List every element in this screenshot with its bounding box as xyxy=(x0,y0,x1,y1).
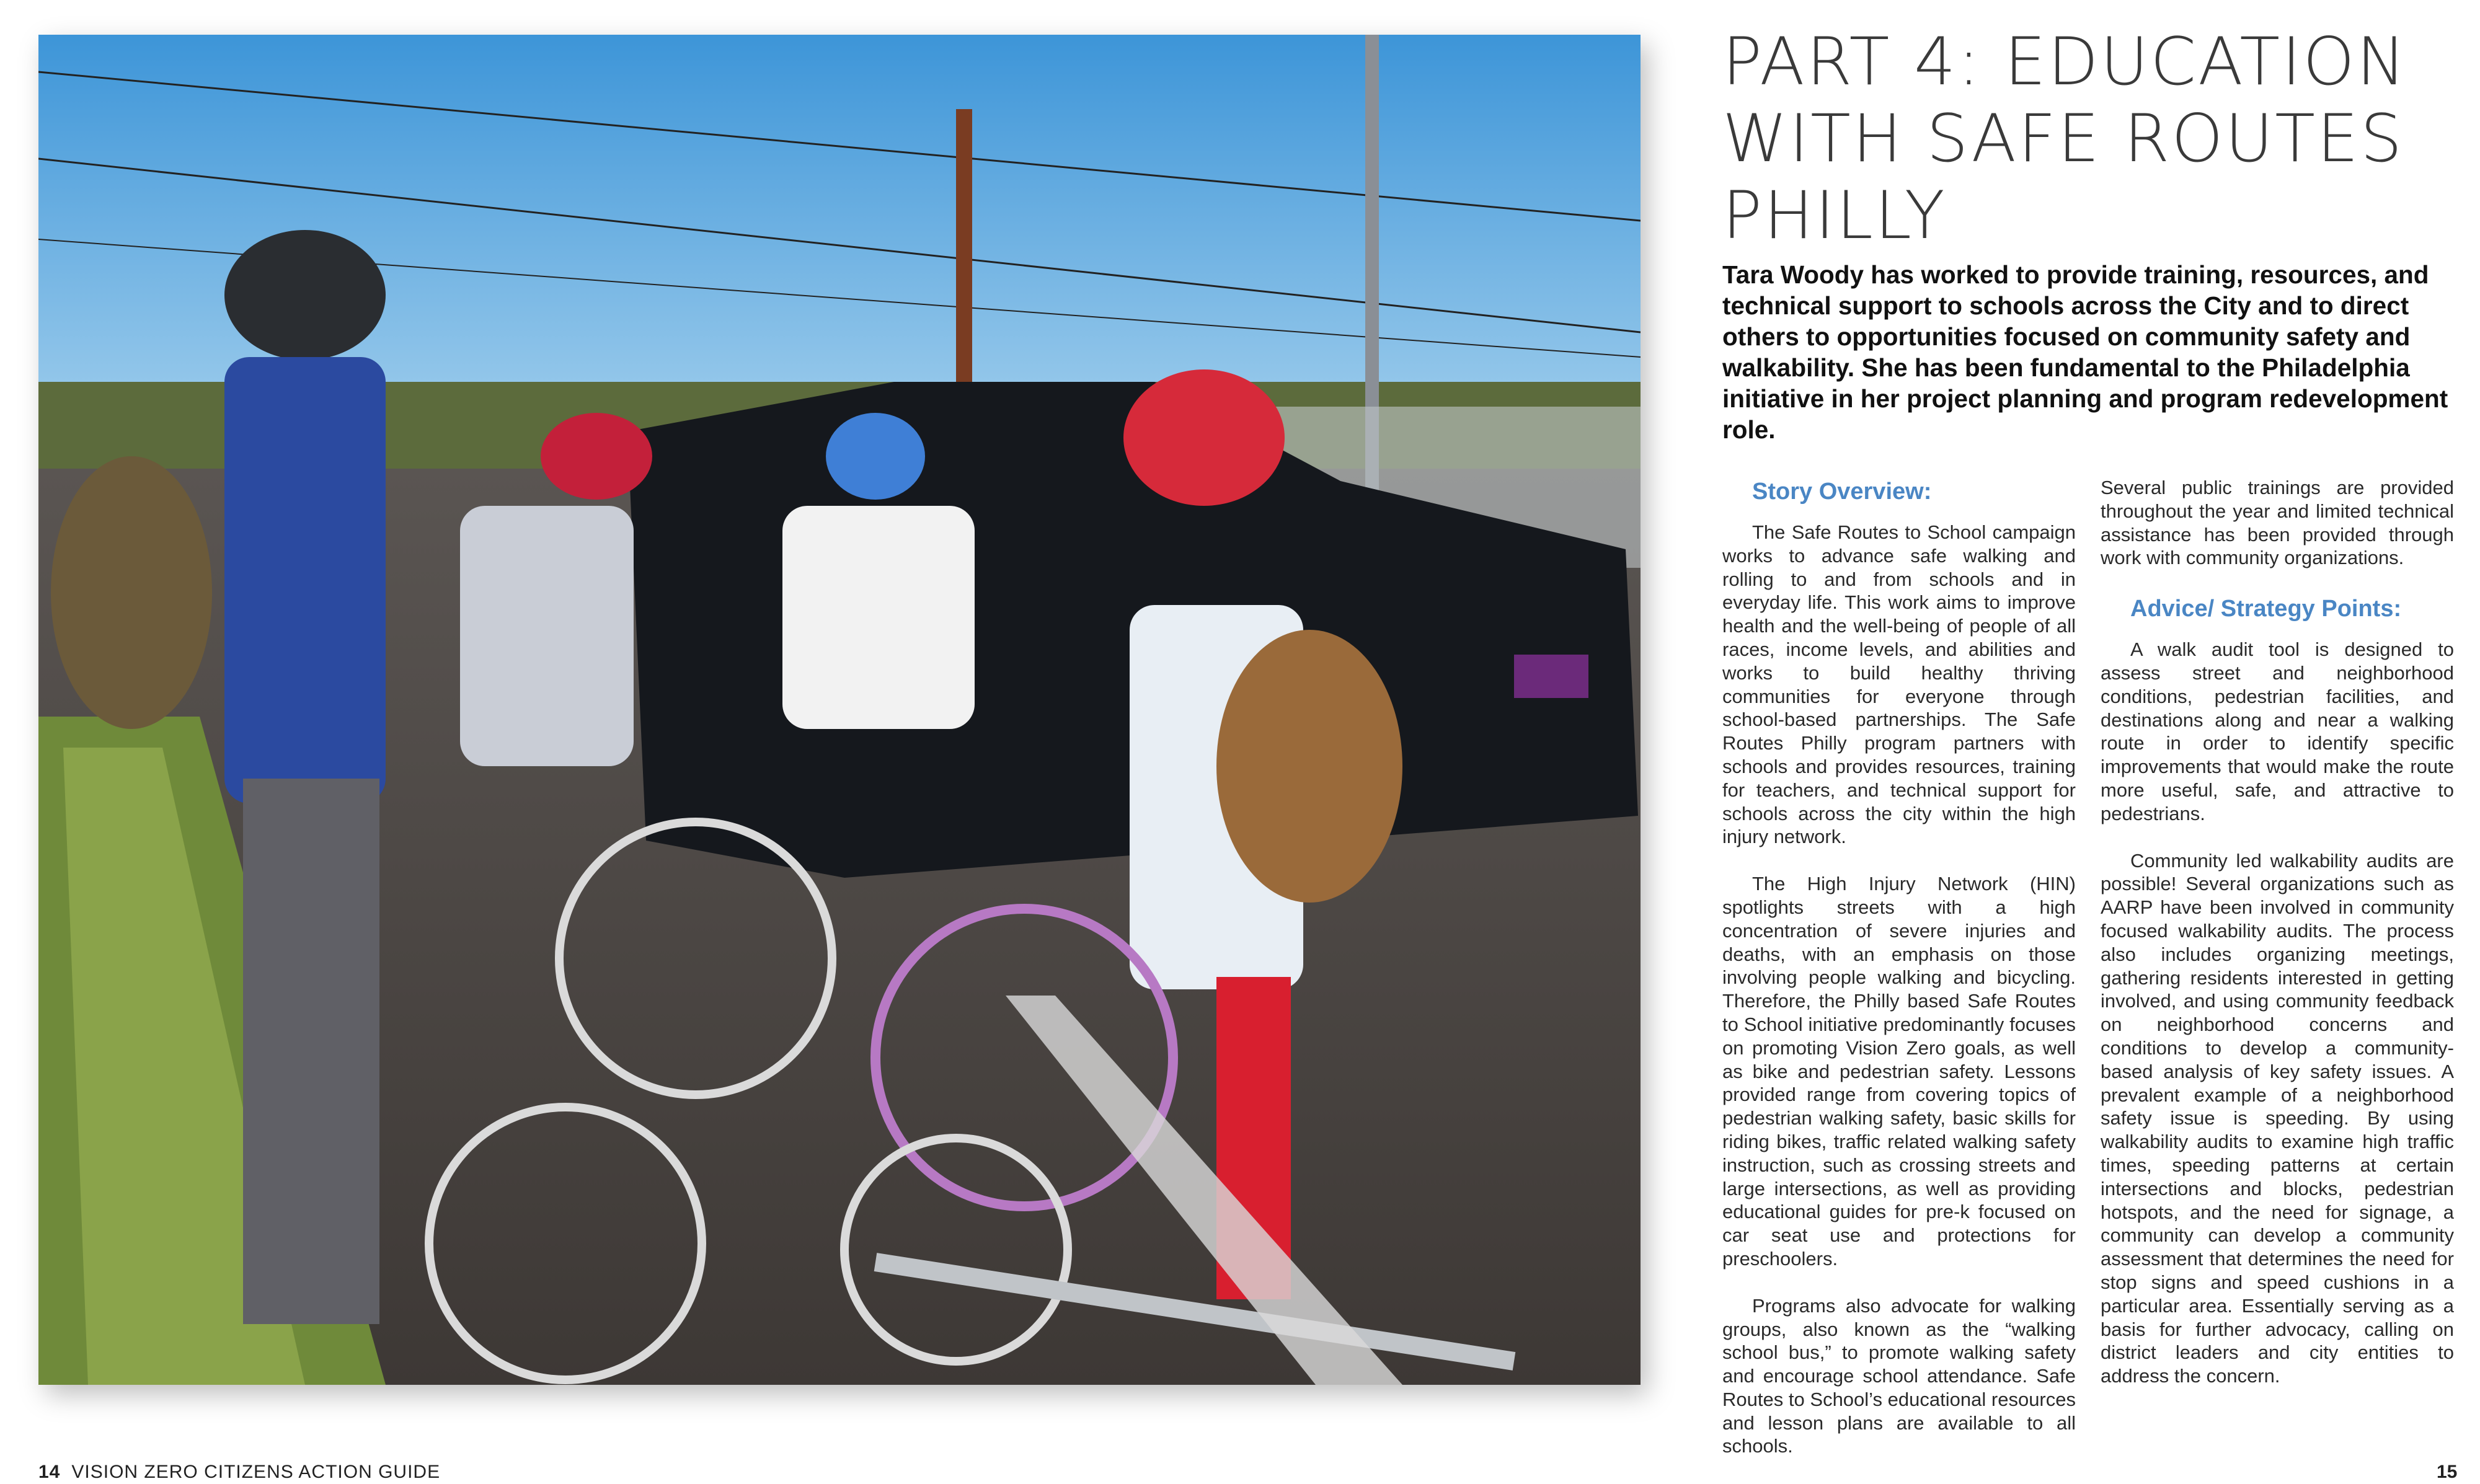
left-page-number: 14 xyxy=(38,1462,61,1482)
cover-photo xyxy=(38,35,1641,1385)
story-paragraph-2: The High Injury Network (HIN) spotlights streets with a high concentration of severe injuries and deaths, with an emphasis on those involving people walking and bicycling. Therefore, the Philly based Safe Routes to School initiative predominantly focuses on promoting Vision Zero goals, as well as bike and pedestrian safety. Lessons provided range from covering topics of pedestrian walking safety, basic skills for riding bikes, traffic related walking safety instruction, such as crossing streets and large intersections, as well as providing educational guides for pre-k focused on car seat use and protections for preschoolers. xyxy=(1722,873,2076,1270)
right-page-number: 15 xyxy=(2437,1462,2458,1482)
advice-paragraph-1: A walk audit tool is designed to assess street and neighborhood conditions, pedestrian facilities, and destinations along and near a walking route in order to identify specific improvements that would make the route more useful, safe, and attractive to pedestrians. xyxy=(2101,638,2454,824)
photo-illustration xyxy=(38,35,1641,1385)
footer-left xyxy=(38,1462,440,1483)
story-heading: Story Overview: xyxy=(1752,479,1932,505)
guide-title: VISION ZERO CITIZENS ACTION GUIDE xyxy=(71,1462,441,1482)
story-column xyxy=(1722,476,2076,1482)
story-paragraph-1: The Safe Routes to School campaign works to advance safe walking and rolling to and from schools and in everyday life. This work aims to improve health and the well-being of people of all races, income levels, and abilities and works to build healthy thriving communities for everyone through school-based partnerships. The Safe Routes Philly program partners with schools and provides resources, training for teachers, and technical support for schools across the city within the high injury network. xyxy=(1722,521,2076,848)
story-paragraph-3: Programs also advocate for walking groups, also known as the “walking school bus,” to promote walking safety and encourage school attendance. Safe Routes to School’s educational resources and lesson plans are available to all schools. xyxy=(1722,1294,2076,1457)
intro-paragraph: Tara Woody has worked to provide training, resources, and technical support to schools across the City and to direct others to opportunities focused on community safety and walkability. She has been fundamental to the Philadelphia initiative in her project planning and program redevelopment role. xyxy=(1722,260,2448,444)
advice-heading: Advice/ Strategy Points: xyxy=(2130,596,2402,622)
advice-paragraph-2: Community led walkability audits are possible! Several organizations such as AARP have been involved in community focused walkability audits. The process also includes organizing meetings, gathering residents interested in getting involved, and using community feedback on neighborhood concerns and conditions to develop a community-based analysis of key safety issues. A prevalent example of a neighborhood safety issue is speeding. By using walkability audits to examine high traffic times, speeding patterns at certain intersections and blocks, pedestrian hotspots, and the need for signage, a community can develop a community assessment that determines the need for stop signs and speed cushions in a particular area. Essentially serving as a basis for further advocacy, calling on district leaders and city entities to address the concern. xyxy=(2101,849,2454,1387)
trainings-paragraph: Several public trainings are provided throughout the year and limited technical assistance has been provided through work with community organizations. xyxy=(2101,477,2454,569)
advice-column xyxy=(2101,476,2454,1411)
page-title: PART 4: EDUCATION WITH SAFE ROUTES PHILLY xyxy=(1722,24,2408,254)
